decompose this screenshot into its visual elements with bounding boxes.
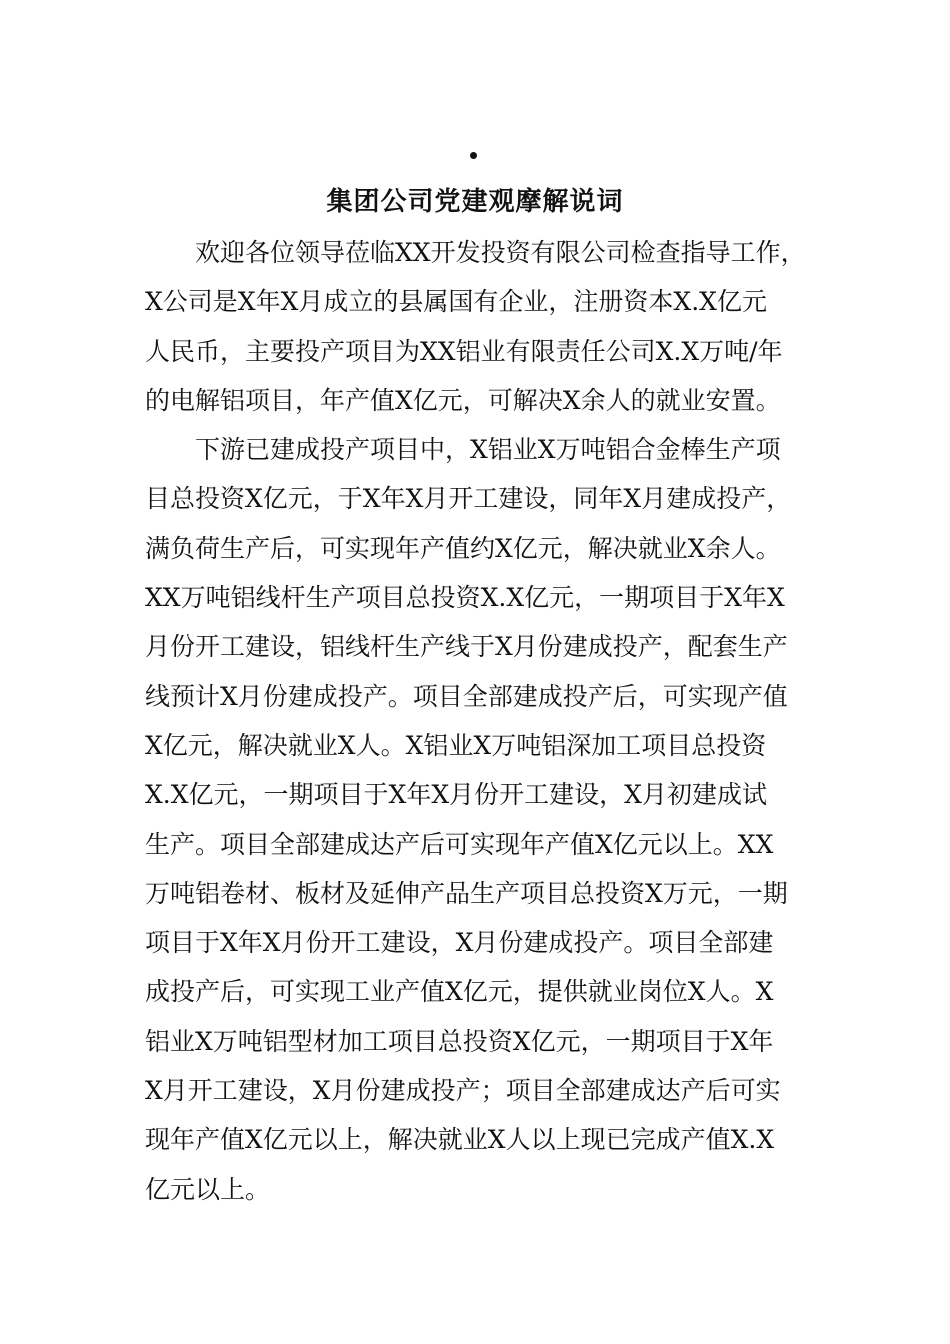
paragraph-2-line-12: 成投产后，可实现工业产值X亿元，提供就业岗位X人。X — [145, 977, 774, 1007]
paragraph-2-line-16: 亿元以上。 — [145, 1174, 271, 1204]
document-title: 集团公司党建观摩解说词 — [326, 187, 624, 217]
paragraph-2-line-13: 铝业X万吨铝型材加工项目总投资X亿元，一期项目于X年 — [145, 1026, 774, 1056]
header-bullet-mark — [470, 152, 477, 159]
paragraph-2-line-6: 线预计X月份建成投产。项目全部建成投产后，可实现产值 — [145, 681, 788, 711]
paragraph-2-line-15: 现年产值X亿元以上，解决就业X人以上现已完成产值X.X — [145, 1125, 775, 1155]
paragraph-1-line-2: X公司是X年X月成立的县属国有企业，注册资本X.X亿元 — [145, 287, 767, 317]
paragraph-2-line-14: X月开工建设，X月份建成投产；项目全部建成达产后可实 — [145, 1076, 781, 1106]
paragraph-2-line-3: 满负荷生产后，可实现年产值约X亿元，解决就业X余人。 — [145, 533, 781, 563]
paragraph-1-line-1: 欢迎各位领导莅临XX开发投资有限公司检查指导工作， — [195, 238, 806, 267]
paragraph-2-line-1: 下游已建成投产项目中，X铝业X万吨铝合金棒生产项 — [195, 435, 781, 465]
paragraph-2-line-4: XX万吨铝线杆生产项目总投资X.X亿元，一期项目于X年X — [145, 583, 785, 613]
paragraph-2-line-10: 万吨铝卷材、板材及延伸产品生产项目总投资X万元，一期 — [145, 878, 788, 908]
paragraph-2-line-7: X亿元，解决就业X人。X铝业X万吨铝深加工项目总投资 — [145, 730, 767, 760]
paragraph-2-line-9: 生产。项目全部建成达产后可实现年产值X亿元以上。XX — [145, 829, 774, 859]
paragraph-1-line-4: 的电解铝项目，年产值X亿元，可解决X余人的就业安置。 — [145, 385, 781, 415]
document-body — [145, 228, 825, 1214]
paragraph-2-line-2: 目总投资X亿元，于X年X月开工建设，同年X月建成投产， — [145, 484, 792, 514]
paragraph-2-line-8: X.X亿元，一期项目于X年X月份开工建设，X月初建成试 — [145, 780, 767, 810]
paragraph-2-line-5: 月份开工建设，铝线杆生产线于X月份建成投产，配套生产 — [145, 632, 788, 662]
paragraph-1-line-3: 人民币，主要投产项目为XX铝业有限责任公司X.X万吨/年 — [145, 336, 783, 366]
paragraph-2-line-11: 项目于X年X月份开工建设，X月份建成投产。项目全部建 — [145, 928, 774, 958]
